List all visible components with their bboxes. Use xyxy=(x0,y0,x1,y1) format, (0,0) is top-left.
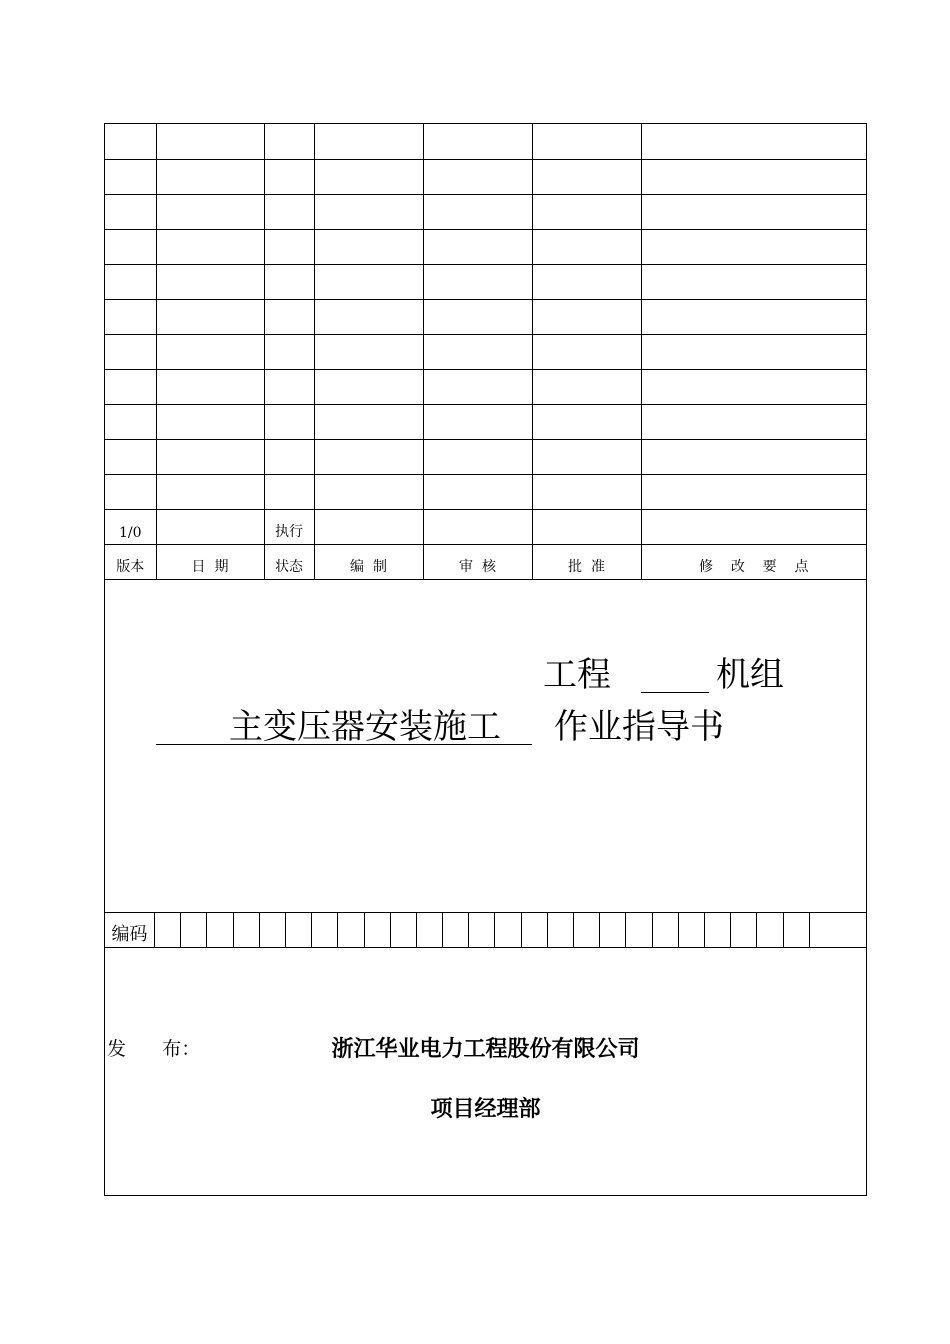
code-cell xyxy=(391,913,417,947)
revision-cell xyxy=(105,404,156,439)
revision-cell xyxy=(156,194,264,229)
revision-row xyxy=(105,159,866,194)
revision-row xyxy=(105,264,866,299)
revision-cell xyxy=(314,194,423,229)
revision-cell xyxy=(156,439,264,474)
code-cell xyxy=(626,913,652,947)
code-cell xyxy=(705,913,731,947)
code-cell xyxy=(365,913,391,947)
revision-cell xyxy=(264,404,314,439)
revision-cell xyxy=(314,229,423,264)
revision-cell xyxy=(641,159,866,194)
revision-cell xyxy=(641,474,866,509)
reviewed-cell xyxy=(423,509,532,544)
revision-cell xyxy=(105,264,156,299)
code-cell xyxy=(417,913,443,947)
revision-cell xyxy=(532,299,641,334)
revision-cell xyxy=(532,229,641,264)
revision-row xyxy=(105,299,866,334)
revision-cell xyxy=(423,474,532,509)
publish-label: 发 布： xyxy=(107,1038,201,1060)
company-name: 浙江华业电力工程股份有限公司 xyxy=(331,1037,640,1062)
code-cell xyxy=(679,913,705,947)
code-cell xyxy=(757,913,783,947)
code-cell xyxy=(469,913,495,947)
revision-cell xyxy=(532,159,641,194)
code-cell xyxy=(522,913,548,947)
revision-cell xyxy=(314,159,423,194)
revision-cell xyxy=(641,264,866,299)
revision-cell xyxy=(105,299,156,334)
revision-row xyxy=(105,334,866,369)
revision-cell xyxy=(314,474,423,509)
revision-cell xyxy=(641,334,866,369)
header-row xyxy=(105,544,866,579)
department-name: 项目经理部 xyxy=(430,1097,541,1122)
unit-blank-line xyxy=(641,692,709,693)
revision-cell xyxy=(105,439,156,474)
code-cell xyxy=(600,913,626,947)
revision-cell xyxy=(532,474,641,509)
revision-cell xyxy=(156,124,264,159)
revision-cell xyxy=(156,369,264,404)
revision-cell xyxy=(156,229,264,264)
revision-cell xyxy=(532,404,641,439)
date-cell xyxy=(156,509,264,544)
revision-cell xyxy=(532,124,641,159)
revision-cell xyxy=(264,264,314,299)
revision-cell xyxy=(532,264,641,299)
title-doc-type: 作业指导书 xyxy=(554,707,724,747)
code-cell xyxy=(810,913,866,947)
code-cell xyxy=(731,913,757,947)
code-cell xyxy=(574,913,600,947)
code-cell xyxy=(207,913,233,947)
revision-cell xyxy=(423,264,532,299)
revision-cell xyxy=(264,334,314,369)
revision-cell xyxy=(423,334,532,369)
header-version: 版本 xyxy=(105,544,156,579)
revision-row xyxy=(105,369,866,404)
code-cell xyxy=(234,913,260,947)
revision-cell xyxy=(641,439,866,474)
code-cell xyxy=(495,913,521,947)
code-cell xyxy=(653,913,679,947)
revision-cell xyxy=(641,404,866,439)
revision-cell xyxy=(314,334,423,369)
version-cell: 1/0 xyxy=(105,509,156,544)
code-cell xyxy=(548,913,574,947)
revision-cell xyxy=(423,124,532,159)
revision-cell xyxy=(314,369,423,404)
revision-cell xyxy=(641,124,866,159)
revision-cell xyxy=(156,404,264,439)
approved-cell xyxy=(532,509,641,544)
header-reviewed: 审 核 xyxy=(423,544,532,579)
title-unit: 机组 xyxy=(716,655,784,695)
revision-cell xyxy=(264,159,314,194)
revision-cell xyxy=(105,124,156,159)
title-project: 工程 xyxy=(543,655,611,695)
revision-cell xyxy=(105,334,156,369)
code-row xyxy=(105,912,866,948)
revision-cell xyxy=(314,124,423,159)
revision-cell xyxy=(314,299,423,334)
revision-cell xyxy=(314,439,423,474)
code-cell xyxy=(181,913,207,947)
prepared-cell xyxy=(314,509,423,544)
header-status: 状态 xyxy=(264,544,314,579)
code-cell xyxy=(312,913,338,947)
revision-cell xyxy=(641,229,866,264)
revision-cell xyxy=(105,229,156,264)
revision-row xyxy=(105,229,866,264)
revision-cell xyxy=(423,404,532,439)
revision-row xyxy=(105,404,866,439)
revision-cell xyxy=(264,439,314,474)
revision-cell xyxy=(314,404,423,439)
revision-cell xyxy=(532,334,641,369)
revision-cell xyxy=(105,369,156,404)
revision-cell xyxy=(264,124,314,159)
status-cell: 执行 xyxy=(264,509,314,544)
code-label: 编码 xyxy=(105,913,155,947)
title-area xyxy=(105,595,866,912)
revision-cell xyxy=(156,334,264,369)
revision-cell xyxy=(532,194,641,229)
revision-cell xyxy=(156,474,264,509)
revision-row xyxy=(105,194,866,229)
revision-table xyxy=(105,124,866,580)
code-cell xyxy=(338,913,364,947)
revision-cell xyxy=(314,264,423,299)
revision-row xyxy=(105,124,866,159)
subject-underline xyxy=(156,744,532,745)
revision-cell xyxy=(423,369,532,404)
revision-cell xyxy=(105,194,156,229)
revision-cell xyxy=(641,194,866,229)
revision-cell xyxy=(641,299,866,334)
revision-cell xyxy=(156,264,264,299)
revision-cell xyxy=(641,369,866,404)
revision-cell xyxy=(264,229,314,264)
code-cell xyxy=(155,913,181,947)
revision-cell xyxy=(264,299,314,334)
revision-cell xyxy=(105,159,156,194)
header-approved: 批 准 xyxy=(532,544,641,579)
code-cell xyxy=(260,913,286,947)
code-cell xyxy=(443,913,469,947)
notes-cell xyxy=(641,509,866,544)
title-subject: 主变压器安装施工 xyxy=(229,707,501,747)
code-cell xyxy=(784,913,810,947)
revision-cell xyxy=(105,474,156,509)
version-row xyxy=(105,509,866,544)
revision-cell xyxy=(423,194,532,229)
header-prepared: 编 制 xyxy=(314,544,423,579)
header-notes: 修 改 要 点 xyxy=(641,544,866,579)
document-frame xyxy=(104,123,867,1196)
revision-cell xyxy=(264,194,314,229)
revision-cell xyxy=(423,159,532,194)
revision-row xyxy=(105,439,866,474)
revision-cell xyxy=(532,439,641,474)
revision-cell xyxy=(156,299,264,334)
revision-cell xyxy=(264,474,314,509)
code-cell xyxy=(286,913,312,947)
header-date: 日 期 xyxy=(156,544,264,579)
revision-row xyxy=(105,474,866,509)
revision-cell xyxy=(532,369,641,404)
revision-cell xyxy=(264,369,314,404)
revision-cell xyxy=(423,229,532,264)
revision-cell xyxy=(423,439,532,474)
revision-cell xyxy=(156,159,264,194)
revision-cell xyxy=(423,299,532,334)
